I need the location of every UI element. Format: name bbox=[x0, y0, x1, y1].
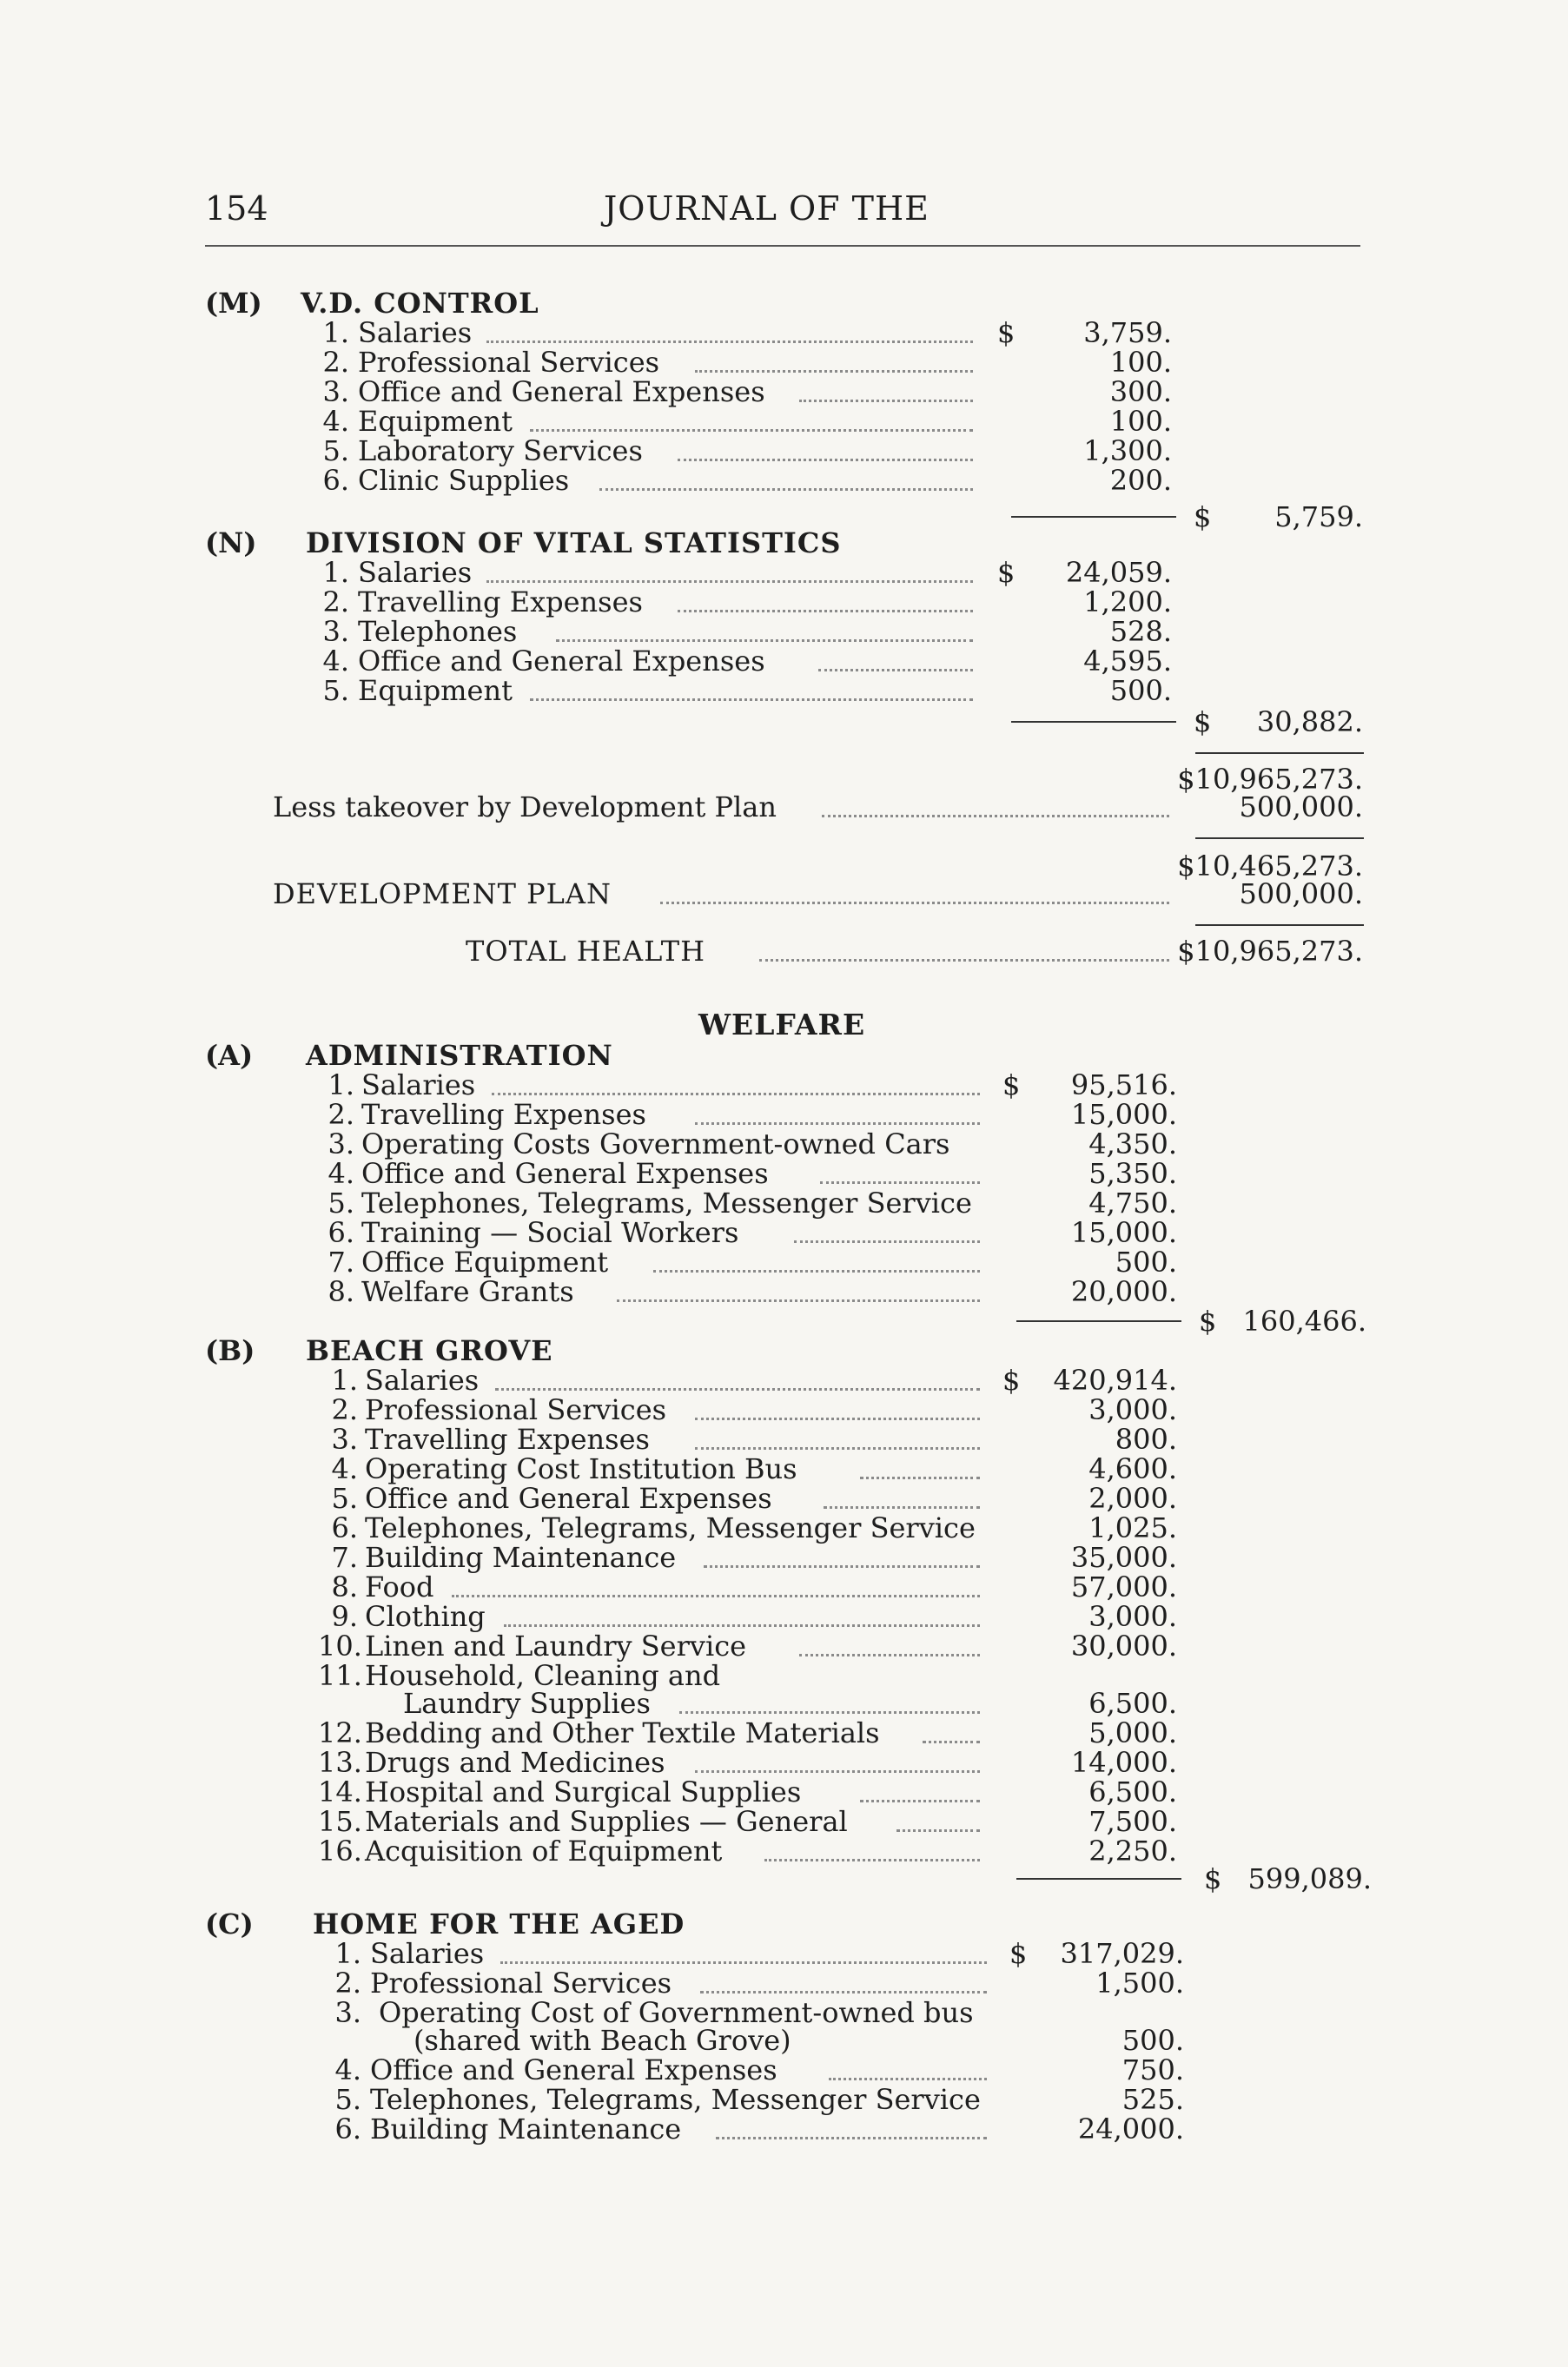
item-number: 3. bbox=[331, 1423, 358, 1456]
item-number: 8. bbox=[327, 1275, 354, 1308]
item-label: Professional Services bbox=[370, 1967, 672, 2000]
item-amount: 24,000. bbox=[1077, 2112, 1184, 2146]
section-code: (M) bbox=[205, 287, 262, 320]
dot-leader bbox=[678, 587, 973, 612]
dot-leader bbox=[617, 1277, 980, 1302]
dot-leader bbox=[759, 936, 1169, 962]
item-amount: 4,600. bbox=[1088, 1452, 1177, 1485]
item-label: Linen and Laundry Service bbox=[365, 1630, 747, 1663]
item-amount: 500. bbox=[1121, 2024, 1184, 2057]
item-number: 7. bbox=[327, 1246, 354, 1279]
dot-leader bbox=[495, 1365, 980, 1391]
subtotal-rule bbox=[1016, 1878, 1181, 1880]
dollar-sign: $ bbox=[997, 316, 1016, 349]
total-health-amount: $10,965,273. bbox=[1177, 935, 1363, 968]
page-title: JOURNAL OF THE bbox=[604, 189, 930, 228]
subtotal-rule bbox=[1011, 516, 1176, 518]
dollar-sign: $ bbox=[1009, 1937, 1028, 1970]
item-label: Clinic Supplies bbox=[358, 464, 570, 497]
item-amount: 5,350. bbox=[1088, 1157, 1177, 1190]
item-label-continued: (shared with Beach Grove) bbox=[414, 2024, 791, 2057]
dot-leader bbox=[500, 1939, 987, 1964]
dot-leader bbox=[860, 1454, 980, 1479]
item-number: 3. bbox=[322, 615, 349, 648]
item-amount: 35,000. bbox=[1070, 1541, 1177, 1574]
section-code: (B) bbox=[205, 1334, 255, 1367]
section-code: (C) bbox=[205, 1907, 254, 1941]
item-number: 10. bbox=[318, 1630, 362, 1663]
item-amount: 1,200. bbox=[1083, 585, 1172, 618]
total-health-label: TOTAL HEALTH bbox=[466, 935, 705, 968]
item-number: 5. bbox=[331, 1482, 358, 1515]
dot-leader bbox=[794, 1218, 980, 1243]
item-label: Operating Cost Institution Bus bbox=[365, 1452, 797, 1485]
dollar-sign: $ bbox=[1002, 1068, 1021, 1101]
item-number: 2. bbox=[322, 585, 349, 618]
item-number: 4. bbox=[322, 405, 349, 438]
item-number: 6. bbox=[327, 1216, 354, 1249]
item-number: 3. bbox=[322, 375, 349, 408]
section-title: DIVISION OF VITAL STATISTICS bbox=[306, 526, 842, 559]
item-amount: 420,914. bbox=[1053, 1364, 1177, 1397]
summary-rule bbox=[1195, 837, 1364, 839]
item-label: Office and General Expenses bbox=[358, 645, 765, 678]
item-amount: 1,300. bbox=[1083, 434, 1172, 467]
dot-leader bbox=[599, 466, 973, 491]
section-title: HOME FOR THE AGED bbox=[313, 1907, 685, 1941]
item-amount: 2,000. bbox=[1088, 1482, 1177, 1515]
section-title: V.D. CONTROL bbox=[301, 287, 539, 320]
item-number: 16. bbox=[318, 1835, 362, 1868]
item-label: Bedding and Other Textile Materials bbox=[365, 1716, 880, 1749]
dot-leader bbox=[492, 1070, 980, 1095]
item-number: 7. bbox=[331, 1541, 358, 1574]
item-amount: 30,000. bbox=[1070, 1630, 1177, 1663]
dot-leader bbox=[695, 1100, 980, 1125]
item-amount: 95,516. bbox=[1070, 1068, 1177, 1101]
item-label: Travelling Expenses bbox=[358, 585, 643, 618]
dot-leader bbox=[679, 1689, 980, 1714]
section-total: 160,466. bbox=[1242, 1305, 1366, 1338]
item-number: 2. bbox=[327, 1098, 354, 1131]
item-number: 6. bbox=[334, 2112, 361, 2146]
item-number: 8. bbox=[331, 1570, 358, 1603]
dot-leader bbox=[829, 2055, 987, 2080]
dot-leader bbox=[820, 1159, 980, 1184]
item-label: Office and General Expenses bbox=[370, 2053, 777, 2086]
item-amount: 100. bbox=[1109, 405, 1172, 438]
item-label: Salaries bbox=[365, 1364, 480, 1397]
header-rule bbox=[205, 245, 1360, 247]
item-label: Salaries bbox=[361, 1068, 476, 1101]
item-amount: 500. bbox=[1115, 1246, 1177, 1279]
item-number: 5. bbox=[322, 674, 349, 707]
item-amount: 4,750. bbox=[1088, 1187, 1177, 1220]
page-number: 154 bbox=[205, 189, 268, 228]
development-plan-amount: 500,000. bbox=[1239, 877, 1363, 910]
dollar-sign: $ bbox=[997, 556, 1016, 589]
dot-leader bbox=[504, 1602, 980, 1627]
item-label: Telephones, Telegrams, Messenger Service bbox=[370, 2083, 981, 2116]
subtotal-after-takeover: $10,465,273. bbox=[1177, 850, 1363, 883]
dollar-sign: $ bbox=[1002, 1364, 1021, 1397]
item-number: 13. bbox=[318, 1746, 362, 1779]
item-label: Materials and Supplies — General bbox=[365, 1805, 848, 1838]
item-label: Travelling Expenses bbox=[365, 1423, 650, 1456]
item-number: 4. bbox=[322, 645, 349, 678]
item-label: Office and General Expenses bbox=[361, 1157, 769, 1190]
dot-leader bbox=[660, 879, 1169, 904]
item-amount: 100. bbox=[1109, 346, 1172, 379]
item-amount: 5,000. bbox=[1088, 1716, 1177, 1749]
item-number: 3. bbox=[334, 1996, 361, 2029]
section-total: 599,089. bbox=[1247, 1862, 1372, 1895]
item-number: 1. bbox=[322, 556, 349, 589]
item-label: Welfare Grants bbox=[361, 1275, 574, 1308]
section-title: ADMINISTRATION bbox=[306, 1039, 613, 1072]
dot-leader bbox=[486, 318, 973, 343]
item-amount: 800. bbox=[1115, 1423, 1177, 1456]
item-amount: 200. bbox=[1109, 464, 1172, 497]
total-dollar-sign: $ bbox=[1194, 500, 1212, 533]
dot-leader bbox=[860, 1777, 980, 1802]
dot-leader bbox=[799, 1631, 980, 1656]
item-label: Acquisition of Equipment bbox=[365, 1835, 723, 1868]
item-number: 5. bbox=[334, 2083, 361, 2116]
item-amount: 57,000. bbox=[1070, 1570, 1177, 1603]
item-amount: 4,595. bbox=[1083, 645, 1172, 678]
item-label: Laboratory Services bbox=[358, 434, 643, 467]
item-number: 6. bbox=[322, 464, 349, 497]
section-code: (A) bbox=[205, 1039, 254, 1072]
item-number: 5. bbox=[327, 1187, 354, 1220]
dot-leader bbox=[822, 792, 1169, 817]
dot-leader bbox=[695, 347, 973, 373]
item-number: 3. bbox=[327, 1127, 354, 1160]
dot-leader bbox=[704, 1543, 980, 1568]
item-amount: 15,000. bbox=[1070, 1216, 1177, 1249]
item-label: Equipment bbox=[358, 405, 513, 438]
item-amount: 525. bbox=[1121, 2083, 1184, 2116]
item-label: Telephones, Telegrams, Messenger Service bbox=[365, 1511, 976, 1544]
item-number: 1. bbox=[334, 1937, 361, 1970]
item-label: Operating Costs Government-owned Cars bbox=[361, 1127, 950, 1160]
total-dollar-sign: $ bbox=[1194, 705, 1212, 738]
subtotal-health: $10,965,273. bbox=[1177, 763, 1363, 796]
dot-leader bbox=[653, 1247, 980, 1273]
less-takeover-label: Less takeover by Development Plan bbox=[273, 790, 777, 823]
item-number: 9. bbox=[331, 1600, 358, 1633]
item-label: Telephones bbox=[358, 615, 518, 648]
item-amount: 3,000. bbox=[1088, 1600, 1177, 1633]
subtotal-rule bbox=[1016, 1320, 1181, 1322]
item-number: 5. bbox=[322, 434, 349, 467]
section-total: 30,882. bbox=[1256, 705, 1363, 738]
item-number: 2. bbox=[331, 1393, 358, 1426]
item-number: 1. bbox=[322, 316, 349, 349]
item-amount: 528. bbox=[1109, 615, 1172, 648]
item-number: 1. bbox=[327, 1068, 354, 1101]
item-amount: 1,500. bbox=[1095, 1967, 1184, 2000]
dot-leader bbox=[818, 646, 973, 671]
item-label: Household, Cleaning and bbox=[365, 1659, 721, 1692]
dot-leader bbox=[695, 1425, 980, 1450]
dot-leader bbox=[799, 377, 973, 402]
item-label: Building Maintenance bbox=[370, 2112, 682, 2146]
dot-leader bbox=[695, 1748, 980, 1773]
less-takeover-amount: 500,000. bbox=[1239, 790, 1363, 823]
item-amount: 15,000. bbox=[1070, 1098, 1177, 1131]
section-total: 5,759. bbox=[1274, 500, 1363, 533]
item-amount: 3,759. bbox=[1083, 316, 1172, 349]
item-amount: 750. bbox=[1121, 2053, 1184, 2086]
welfare-heading: WELFARE bbox=[698, 1008, 866, 1041]
section-code: (N) bbox=[205, 526, 257, 559]
item-label: Professional Services bbox=[365, 1393, 667, 1426]
dot-leader bbox=[556, 617, 973, 642]
item-amount: 4,350. bbox=[1088, 1127, 1177, 1160]
item-amount: 20,000. bbox=[1070, 1275, 1177, 1308]
item-label: Equipment bbox=[358, 674, 513, 707]
item-amount: 317,029. bbox=[1060, 1937, 1184, 1970]
item-label: Office and General Expenses bbox=[358, 375, 765, 408]
item-amount: 14,000. bbox=[1070, 1746, 1177, 1779]
item-amount: 300. bbox=[1109, 375, 1172, 408]
item-label: Telephones, Telegrams, Messenger Service bbox=[361, 1187, 972, 1220]
item-number: 4. bbox=[334, 2053, 361, 2086]
item-number: 4. bbox=[331, 1452, 358, 1485]
dot-leader bbox=[678, 436, 973, 461]
item-number: 2. bbox=[334, 1967, 361, 2000]
item-label-continued: Laundry Supplies bbox=[403, 1687, 651, 1720]
item-label: Office and General Expenses bbox=[365, 1482, 772, 1515]
item-amount: 7,500. bbox=[1088, 1805, 1177, 1838]
dot-leader bbox=[923, 1718, 980, 1743]
item-number: 12. bbox=[318, 1716, 362, 1749]
item-number: 11. bbox=[318, 1659, 362, 1692]
item-label: Food bbox=[365, 1570, 434, 1603]
item-label: Hospital and Surgical Supplies bbox=[365, 1775, 802, 1808]
item-label: Salaries bbox=[370, 1937, 485, 1970]
item-number: 2. bbox=[322, 346, 349, 379]
item-number: 4. bbox=[327, 1157, 354, 1190]
item-label: Salaries bbox=[358, 316, 473, 349]
dot-leader bbox=[452, 1572, 980, 1597]
item-amount: 1,025. bbox=[1088, 1511, 1177, 1544]
dot-leader bbox=[716, 2114, 987, 2139]
item-label: Training — Social Workers bbox=[361, 1216, 739, 1249]
item-label: Salaries bbox=[358, 556, 473, 589]
item-number: 1. bbox=[331, 1364, 358, 1397]
item-number: 14. bbox=[318, 1775, 362, 1808]
summary-rule bbox=[1195, 924, 1364, 926]
dot-leader bbox=[700, 1968, 987, 1993]
item-amount: 24,059. bbox=[1065, 556, 1172, 589]
development-plan-label: DEVELOPMENT PLAN bbox=[273, 877, 612, 910]
item-label: Clothing bbox=[365, 1600, 486, 1633]
total-dollar-sign: $ bbox=[1199, 1305, 1217, 1338]
item-label: Drugs and Medicines bbox=[365, 1746, 665, 1779]
summary-rule bbox=[1195, 752, 1364, 754]
total-dollar-sign: $ bbox=[1204, 1862, 1222, 1895]
item-label: Travelling Expenses bbox=[361, 1098, 646, 1131]
dot-leader bbox=[486, 558, 973, 583]
item-number: 6. bbox=[331, 1511, 358, 1544]
dot-leader bbox=[695, 1395, 980, 1420]
item-number: 15. bbox=[318, 1805, 362, 1838]
section-title: BEACH GROVE bbox=[306, 1334, 553, 1367]
dot-leader bbox=[530, 676, 973, 701]
dot-leader bbox=[530, 407, 973, 432]
item-label: Professional Services bbox=[358, 346, 660, 379]
item-label: Operating Cost of Government-owned bus bbox=[379, 1996, 974, 2029]
dot-leader bbox=[896, 1807, 980, 1832]
item-amount: 6,500. bbox=[1088, 1775, 1177, 1808]
item-label: Office Equipment bbox=[361, 1246, 609, 1279]
item-amount: 6,500. bbox=[1088, 1687, 1177, 1720]
item-label: Building Maintenance bbox=[365, 1541, 677, 1574]
dot-leader bbox=[824, 1484, 980, 1509]
item-amount: 3,000. bbox=[1088, 1393, 1177, 1426]
item-amount: 500. bbox=[1109, 674, 1172, 707]
subtotal-rule bbox=[1011, 721, 1176, 723]
dot-leader bbox=[764, 1836, 980, 1861]
item-amount: 2,250. bbox=[1088, 1835, 1177, 1868]
